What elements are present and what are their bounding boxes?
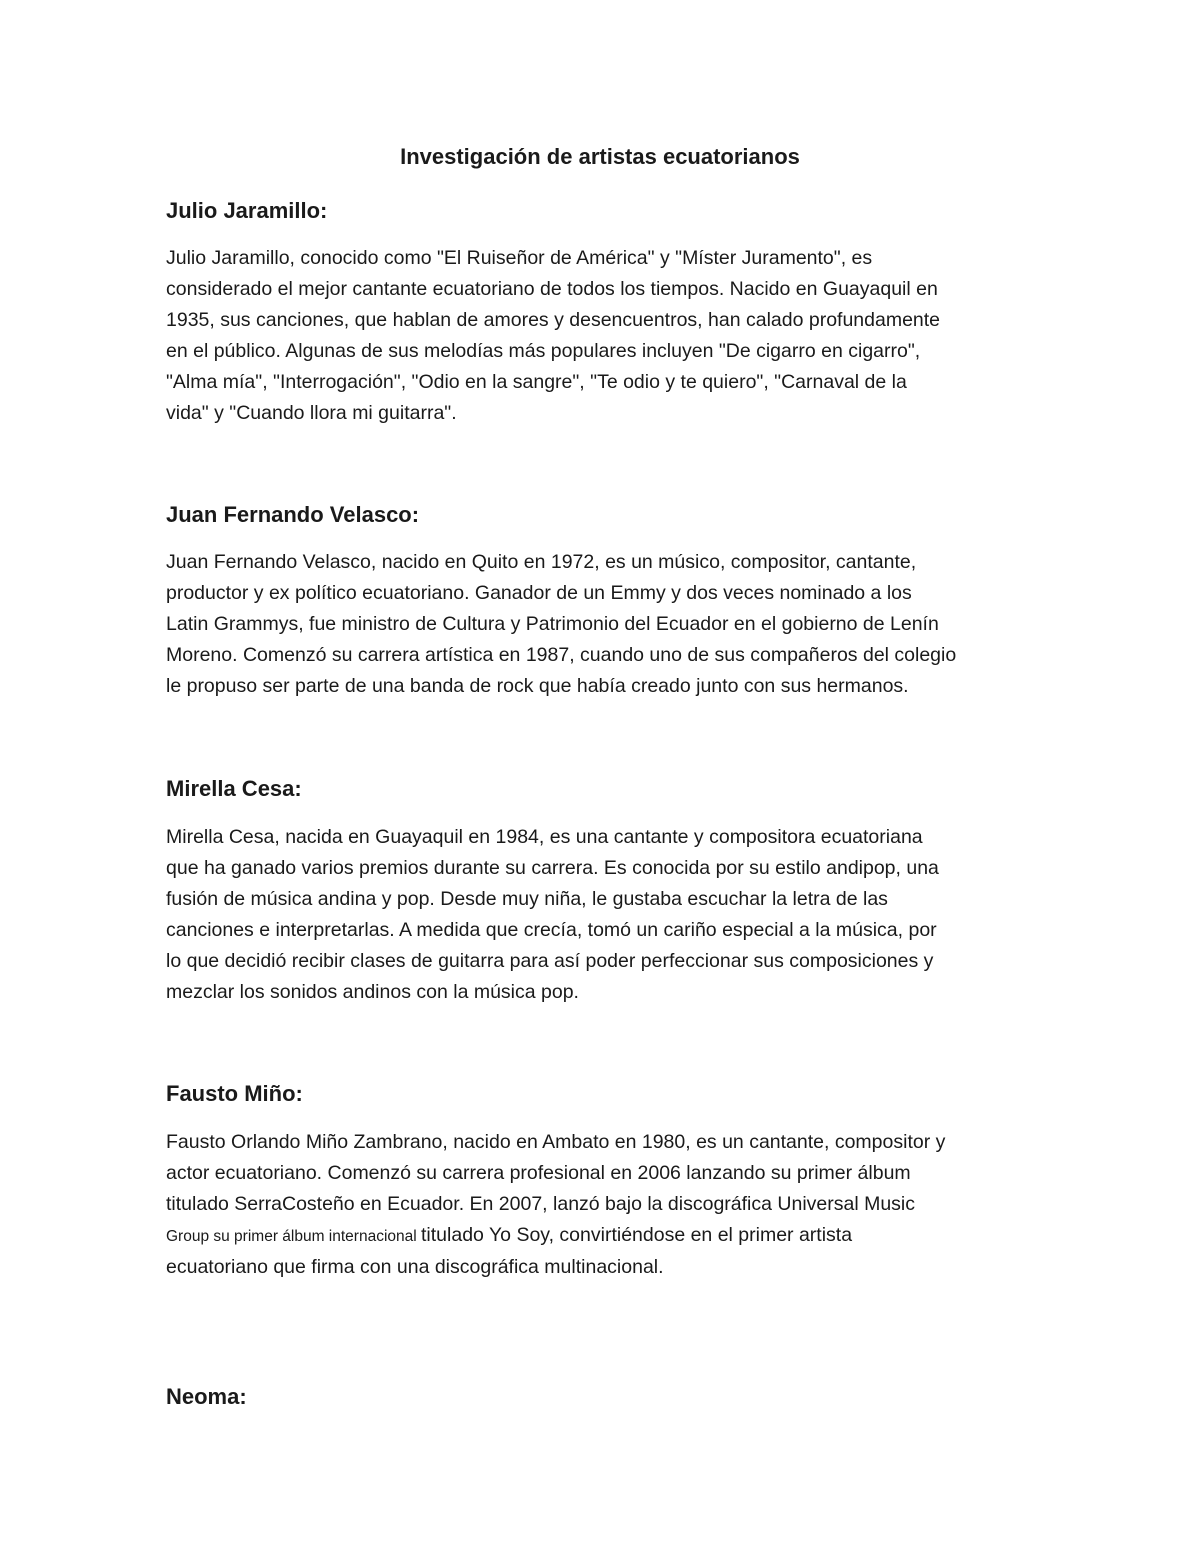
- paragraph-line: productor y ex político ecuatoriano. Ganador de un Emmy y dos veces nominado a los: [166, 582, 912, 604]
- section-heading-mirella-cesa: Mirella Cesa:: [166, 776, 302, 801]
- paragraph-line: Fausto Orlando Miño Zambrano, nacido en Ambato en 1980, es un cantante, compositor y: [166, 1131, 946, 1153]
- paragraph-line: en el público. Algunas de sus melodías más populares incluyen "De cigarro en cigarro",: [166, 340, 921, 362]
- section-paragraph-mirella-cesa: [166, 822, 1046, 1008]
- small-text-run: Group su primer álbum internacional: [166, 1228, 422, 1245]
- paragraph-line-tail: titulado Yo Soy, convirtiéndose en el primer artista: [421, 1224, 853, 1246]
- paragraph-line: canciones e interpretarlas. A medida que crecía, tomó un cariño especial a la música, por: [166, 919, 937, 941]
- section-heading-julio-jaramillo: Julio Jaramillo:: [166, 198, 328, 223]
- paragraph-line: fusión de música andina y pop. Desde muy niña, le gustaba escuchar la letra de las: [166, 888, 888, 910]
- section-heading-neoma: Neoma:: [166, 1384, 247, 1409]
- section-paragraph-juan-fernando-velasco: [166, 547, 1046, 702]
- paragraph-line: mezclar los sonidos andinos con la música pop.: [166, 981, 579, 1003]
- section-paragraph-julio-jaramillo: [166, 243, 1046, 429]
- paragraph-line: Juan Fernando Velasco, nacido en Quito en 1972, es un músico, compositor, cantante,: [166, 551, 917, 573]
- paragraph-line: Mirella Cesa, nacida en Guayaquil en 1984, es una cantante y compositora ecuatoriana: [166, 826, 923, 848]
- paragraph-line: 1935, sus canciones, que hablan de amores y desencuentros, han calado profundamente: [166, 309, 941, 331]
- paragraph-line: titulado SerraCosteño en Ecuador. En 2007, lanzó bajo la discográfica Universal Music: [166, 1193, 916, 1215]
- paragraph-line: considerado el mejor cantante ecuatoriano de todos los tiempos. Nacido en Guayaquil en: [166, 278, 938, 300]
- document-title: Investigación de artistas ecuatorianos: [400, 144, 800, 169]
- paragraph-line: ecuatoriano que firma con una discográfica multinacional.: [166, 1256, 664, 1278]
- paragraph-line: Latin Grammys, fue ministro de Cultura y Patrimonio del Ecuador en el gobierno de Lenín: [166, 613, 939, 635]
- paragraph-line: actor ecuatoriano. Comenzó su carrera profesional en 2006 lanzando su primer álbum: [166, 1162, 911, 1184]
- section-heading-fausto-mino: Fausto Miño:: [166, 1081, 303, 1106]
- paragraph-line: "Alma mía", "Interrogación", "Odio en la sangre", "Te odio y te quiero", "Carnaval de la: [166, 371, 907, 393]
- section-paragraph-fausto-mino: [166, 1127, 1046, 1283]
- paragraph-line: lo que decidió recibir clases de guitarra para así poder perfeccionar sus composiciones y: [166, 950, 934, 972]
- paragraph-line: Julio Jaramillo, conocido como "El Ruiseñor de América" y "Míster Juramento", es: [166, 247, 873, 269]
- paragraph-line: le propuso ser parte de una banda de rock que había creado junto con sus hermanos.: [166, 675, 909, 697]
- paragraph-line: Moreno. Comenzó su carrera artística en 1987, cuando uno de sus compañeros del colegio: [166, 644, 957, 666]
- section-heading-juan-fernando-velasco: Juan Fernando Velasco:: [166, 502, 420, 527]
- paragraph-line: que ha ganado varios premios durante su carrera. Es conocida por su estilo andipop, una: [166, 857, 939, 879]
- paragraph-line-mixed: [166, 1220, 1046, 1252]
- paragraph-line: vida" y "Cuando llora mi guitarra".: [166, 402, 457, 424]
